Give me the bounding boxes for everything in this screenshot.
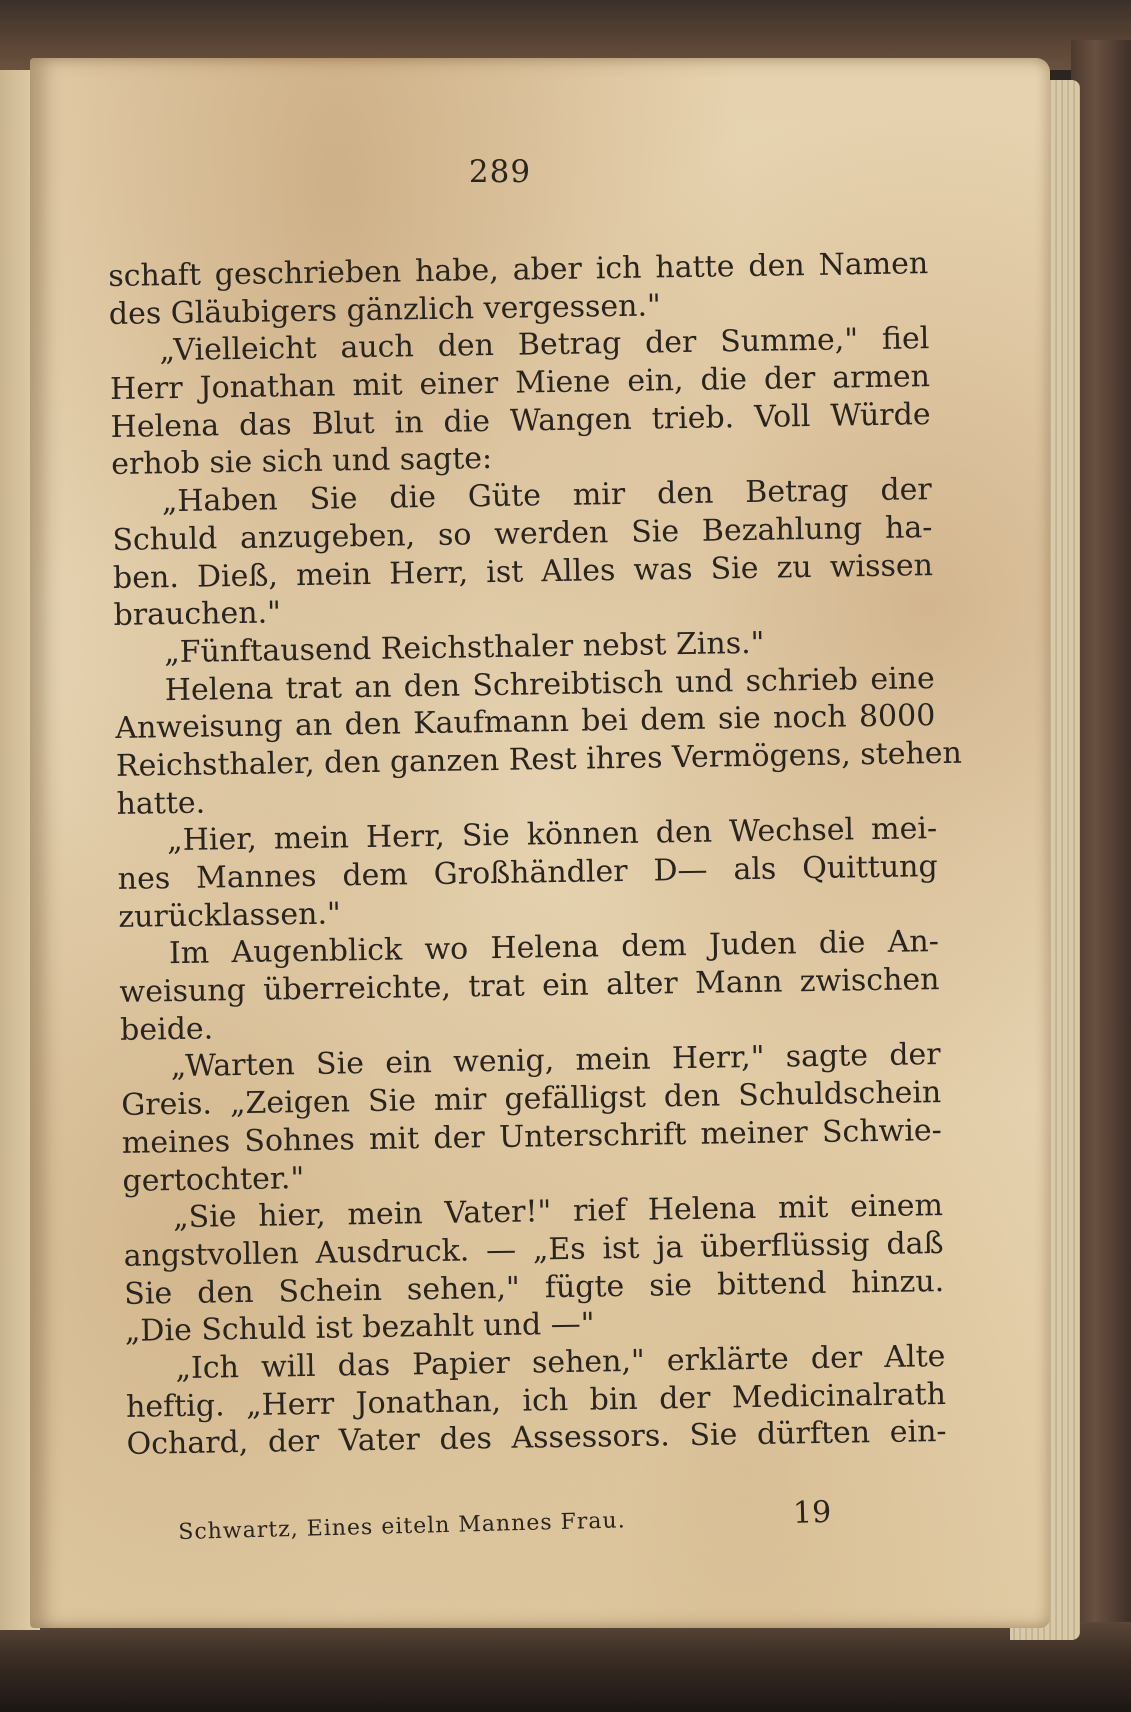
text-line: Schuld anzugeben, so werden Sie Bezahlung ha- [112, 509, 933, 558]
text-line: Herr Jonathan mit einer Miene ein, die der armen [109, 359, 931, 408]
page-footer [178, 1494, 878, 1545]
text-line: „Vielleicht auch den Betrag der Summe," fiel [159, 321, 930, 369]
book-page [30, 58, 1050, 1628]
text-line: meines Sohnes mit der Unterschrift meiner Schwie- [121, 1112, 943, 1161]
text-line: Ochard, der Vater des Assessors. Sie dürften ein- [126, 1414, 947, 1463]
text-line: „Haben Sie die Güte mir den Betrag der [161, 472, 933, 520]
text-line: nes Mannes dem Großhändler D— als Quittung [117, 849, 938, 897]
text-line: weisung überreichte, trat ein alter Mann zwischen [119, 962, 940, 1010]
book-cover-right [1071, 40, 1131, 1660]
text-line: beide. [119, 1011, 214, 1048]
text-line: „Sie hier, mein Vater!" rief Helena mit einem [172, 1188, 944, 1236]
page-number: 289 [468, 154, 532, 190]
text-line: brauchen." [113, 595, 282, 634]
footer-signature: Schwartz, Eines eiteln Mannes Frau. [178, 1508, 626, 1545]
text-line: des Gläubigers gänzlich vergessen." [108, 288, 662, 332]
text-line: „Hier, mein Herr, Sie können den Wechsel mei- [166, 811, 938, 859]
text-line: hatte. [116, 785, 206, 822]
text-line: schaft geschrieben habe, aber ich hatte den Namen [108, 246, 929, 294]
text-line: ben. Dieß, mein Herr, ist Alles was Sie zu wissen [112, 547, 934, 596]
text-line: „Warten Sie ein wenig, mein Herr," sagte der [170, 1037, 941, 1085]
text-line: Anweisung an den Kaufmann bei dem sie noch 8000 [115, 698, 936, 747]
text-line: heftig. „Herr Jonathan, ich bin der Medicinalrath [125, 1376, 947, 1425]
book-cover-bottom [0, 1622, 1131, 1712]
text-line: Reichsthaler, den ganzen Rest ihres Vermögens, stehen [115, 735, 963, 784]
text-line: „Fünftausend Reichsthaler nebst Zins." [163, 625, 765, 671]
body-text [108, 245, 963, 1464]
sheet-number: 19 [792, 1494, 832, 1531]
text-line: Helena das Blut in die Wangen trieb. Voll Würde [110, 396, 931, 445]
text-line: Helena trat an den Schreibtisch und schrieb eine [164, 660, 935, 708]
text-line: erhob sie sich und sagte: [110, 441, 493, 483]
text-line: Greis. „Zeigen Sie mir gefälligst den Schuldschein [121, 1075, 942, 1124]
text-line: „Ich will das Papier sehen," erklärte der Alte [175, 1338, 946, 1387]
text-line: zurücklassen." [118, 896, 342, 935]
text-line: „Die Schuld ist bezahlt und —" [124, 1306, 595, 1350]
text-line: angstvollen Ausdruck. — „Es ist ja überflüssig daß [123, 1225, 944, 1274]
text-line: gertochter." [122, 1160, 305, 1199]
text-line: Sie den Schein sehen," fügte sie bittend hinzu. [123, 1263, 945, 1312]
text-line: Im Augenblick wo Helena dem Juden die An- [168, 924, 940, 972]
